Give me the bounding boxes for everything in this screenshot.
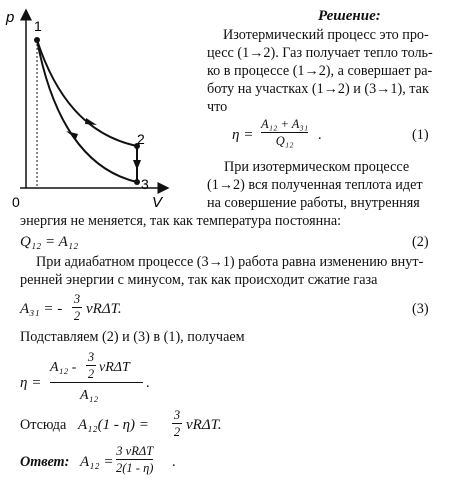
answer-period: . — [172, 454, 176, 470]
eq3-fraction — [72, 292, 82, 323]
para5-numerator: 3 — [173, 408, 181, 422]
eq4-top-lhs: A₁₂ - — [50, 360, 77, 375]
point-3-label: 3 — [141, 176, 149, 192]
para4: Подставляем (2) и (3) в (1), получаем — [20, 329, 245, 345]
para5-lead: Отсюда — [20, 417, 67, 433]
eq4-lhs: η = — [20, 375, 42, 391]
eq3-numerator: 3 — [73, 292, 81, 306]
eq3-denominator: 2 — [73, 309, 81, 324]
eq3-lhs: A₃₁ = - — [20, 301, 63, 317]
answer-denominator: 2(1 - η) — [116, 461, 154, 476]
point-1-label: 1 — [34, 18, 42, 34]
axis-v-label: V — [152, 194, 163, 211]
para2-line2: (1→2) вся полученная теплота идет — [207, 177, 423, 193]
eq4-inner-numerator: 3 — [87, 350, 95, 364]
eq3-tag: (3) — [412, 301, 429, 317]
arrow-1-2 — [85, 118, 97, 125]
answer-numerator: 3 νRΔT — [116, 444, 154, 458]
solution-heading: Решение: — [318, 8, 381, 24]
para2-line4: энергия не меняется, так как температура постоянна: — [20, 213, 342, 229]
para2-line3: на совершение работы, внутренняя — [207, 195, 420, 211]
eq1-denominator: Q₁₂ — [275, 134, 294, 149]
answer-fraction — [116, 444, 153, 475]
para5-denominator: 2 — [173, 425, 181, 440]
eq4-inner-fraction — [86, 350, 96, 381]
arrow-3-1 — [66, 131, 78, 139]
eq4-fraction — [50, 350, 150, 410]
eq3-rhs: νRΔT. — [86, 301, 122, 317]
eq4-period: . — [146, 375, 150, 391]
para5-fraction — [172, 408, 182, 439]
pv-diagram — [0, 0, 170, 215]
para1-line1: Изотермический процесс это про- — [223, 27, 429, 43]
para3-line1: При адиабатном процессе (3→1) работа равна изменению внут- — [36, 254, 424, 270]
arrow-2-3 — [133, 160, 141, 170]
eq1-fraction — [261, 117, 308, 148]
point-3-dot — [134, 179, 140, 185]
eq1-tag: (1) — [412, 127, 429, 143]
eq4-denominator: A₁₂ — [80, 388, 99, 403]
axis-p-label: p — [6, 9, 15, 26]
para5-fraction-bar — [172, 423, 182, 424]
para1-line2: цесс (1→2). Газ получает тепло толь- — [207, 45, 433, 61]
answer-fraction-bar — [116, 459, 153, 460]
para1-line5: что — [207, 99, 228, 115]
eq4-main-bar — [50, 382, 143, 383]
para1-line3: ко в процессе (1→2), а совершает ра- — [207, 63, 433, 79]
eq1-numerator: A₁₂ + A₃₁ — [261, 117, 309, 131]
para5-rhs: νRΔT. — [186, 417, 222, 433]
eq1-lhs: η = — [232, 127, 254, 143]
eq3-fraction-bar — [72, 307, 82, 308]
eq4-inner-denominator: 2 — [87, 367, 95, 382]
eq2-text: Q₁₂ = A₁₂ — [20, 234, 79, 250]
para1-line4: боту на участках (1→2) и (3→1), так — [207, 81, 429, 97]
para2-line1: При изотермическом процессе — [224, 159, 410, 175]
eq4-top-rhs: νRΔT — [99, 360, 130, 375]
eq1-period: . — [318, 127, 322, 143]
para5-lhs: A₁₂(1 - η) = — [78, 417, 149, 433]
eq1-fraction-bar — [261, 132, 308, 133]
answer-label: Ответ: — [20, 454, 70, 470]
origin-label: 0 — [12, 194, 20, 210]
eq4-inner-bar — [86, 365, 96, 366]
para3-line2: ренней энергии с минусом, так как происходит сжатие газа — [20, 272, 378, 288]
eq2-tag: (2) — [412, 234, 429, 250]
adiabat-curve — [37, 40, 137, 182]
point-2-label: 2 — [137, 131, 145, 147]
answer-lhs: A₁₂ = — [80, 454, 114, 470]
point-1-dot — [34, 37, 40, 43]
